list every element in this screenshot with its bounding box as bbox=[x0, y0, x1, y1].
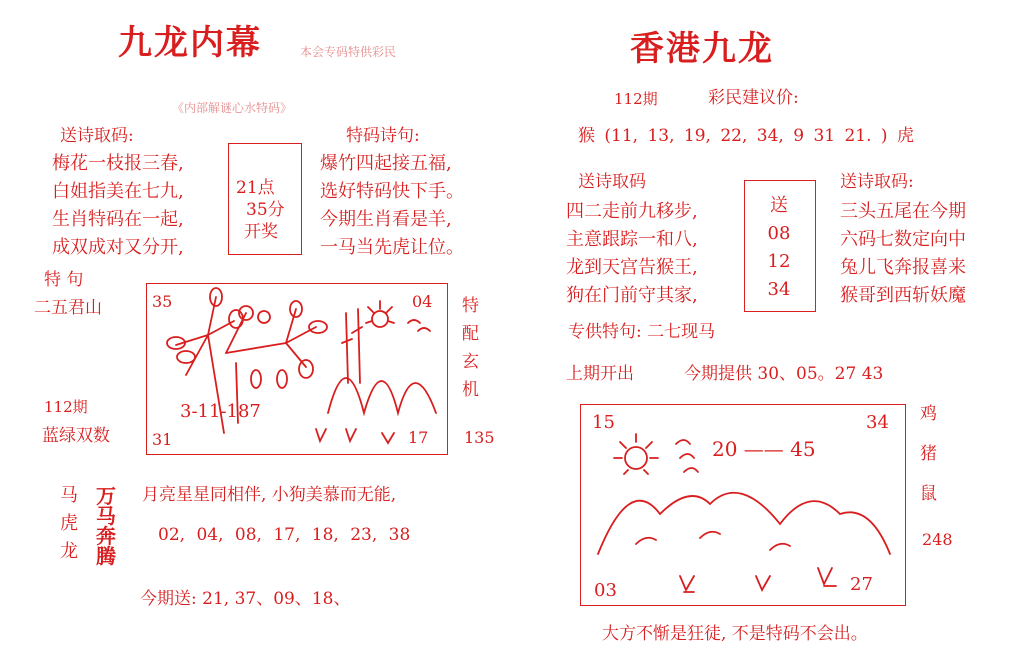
right-poem-a bbox=[566, 198, 698, 310]
zodiac-item: 虎 bbox=[60, 513, 78, 534]
cloud bbox=[408, 320, 430, 331]
idiom-char: 万 bbox=[96, 484, 116, 508]
poem-line: 兔儿飞奔报喜来 bbox=[840, 257, 966, 278]
bamboo bbox=[342, 309, 362, 383]
poem-line: 猴哥到西斩妖魔 bbox=[840, 285, 966, 306]
leaf bbox=[309, 321, 327, 333]
drawing-number-br: 27 bbox=[850, 574, 873, 595]
side-label bbox=[462, 292, 479, 404]
today-send: 今期送: 21, 37、09、18、 bbox=[140, 589, 351, 609]
poem-line: 主意跟踪一和八, bbox=[566, 229, 698, 250]
idiom bbox=[96, 486, 116, 566]
side-label-char: 玄 bbox=[462, 352, 479, 372]
left-subtitle: 本会专码特供彩民 bbox=[300, 45, 397, 59]
send-box-content bbox=[744, 192, 814, 304]
right-title: 香港九龙 bbox=[630, 29, 774, 69]
special-text: 二五君山 bbox=[34, 298, 102, 318]
code-poem-header: 特码诗句: bbox=[346, 126, 420, 146]
drawing-number-center: 3-11-187 bbox=[180, 401, 261, 422]
sun-ray bbox=[366, 301, 394, 323]
grass bbox=[680, 568, 836, 592]
side-zodiac-item: 鼠 bbox=[920, 484, 937, 504]
zodiac-item: 马 bbox=[60, 485, 78, 506]
leaf bbox=[177, 351, 195, 363]
sun-ray bbox=[614, 434, 658, 474]
draw-time-hour: 21点 bbox=[236, 178, 275, 198]
draw-time-label: 开奖 bbox=[244, 222, 278, 242]
cloud bbox=[676, 440, 698, 472]
poem-line: 白姐指美在七九, bbox=[52, 181, 184, 202]
poem-line: 狗在门前守其家, bbox=[566, 285, 698, 306]
code-poem-line: 选好特码快下手。 bbox=[320, 181, 464, 202]
right-poem-header-a: 送诗取码 bbox=[578, 172, 646, 192]
send-box-item: 12 bbox=[767, 251, 791, 272]
side-zodiac bbox=[920, 406, 937, 526]
color-hint: 蓝绿双数 bbox=[42, 426, 110, 446]
right-poem-header-b: 送诗取码: bbox=[840, 172, 914, 192]
left-poem-header: 送诗取码: bbox=[60, 126, 134, 146]
special-phrase: 专供特句: 二七现马 bbox=[568, 322, 716, 342]
left-slogan: 《内部解谜心水特码》 bbox=[172, 101, 293, 115]
right-issue: 112期 bbox=[614, 90, 658, 108]
sun bbox=[625, 447, 647, 469]
poem-line: 梅花一枝报三春, bbox=[52, 153, 184, 174]
today-offer: 今期提供 30、05。27 43 bbox=[684, 364, 884, 384]
leaf bbox=[299, 360, 313, 378]
drawing-number-bl: 31 bbox=[152, 430, 173, 449]
drawing-number-center: 20 —— 45 bbox=[712, 437, 816, 461]
footer-verse: 大方不惭是狂徒, 不是特码不会出。 bbox=[602, 624, 868, 644]
last-open: 上期开出 bbox=[566, 364, 634, 384]
left-title: 九龙内幕 bbox=[118, 23, 262, 63]
drawing-number-tr: 34 bbox=[866, 412, 889, 433]
left-issue: 112期 bbox=[44, 398, 88, 416]
code-poem-line: 一马当先虎让位。 bbox=[320, 237, 464, 258]
right-side-number: 248 bbox=[922, 530, 953, 549]
left-poem bbox=[52, 150, 184, 262]
right-drawing bbox=[580, 404, 906, 606]
price-label: 彩民建议价: bbox=[708, 88, 799, 108]
code-poem bbox=[320, 150, 464, 262]
numbers-line: 02, 04, 08, 17, 18, 23, 38 bbox=[158, 525, 411, 545]
idiom-char: 腾 bbox=[96, 544, 116, 568]
idiom-char: 马 bbox=[96, 504, 116, 528]
side-label-char: 机 bbox=[462, 380, 479, 400]
side-label-char: 配 bbox=[462, 324, 479, 344]
price-line: 猴 (11, 13, 19, 22, 34, 9 31 21. ) 虎 bbox=[578, 126, 914, 146]
poem-line: 龙到天宫告猴王, bbox=[566, 257, 698, 278]
mountain bbox=[328, 378, 436, 413]
plant-stem bbox=[226, 343, 286, 353]
poem-line: 三头五尾在今期 bbox=[840, 201, 966, 222]
leaf bbox=[258, 311, 270, 323]
mountain bbox=[598, 493, 890, 554]
bird bbox=[636, 532, 790, 550]
poem-line: 成双成对又分开, bbox=[52, 237, 184, 258]
side-zodiac-item: 鸡 bbox=[920, 404, 937, 424]
side-number: 135 bbox=[464, 428, 495, 447]
leaf bbox=[277, 370, 287, 388]
plant-stem bbox=[286, 343, 306, 367]
leaf bbox=[251, 370, 261, 388]
grass bbox=[316, 429, 394, 443]
drawing-number-tr: 04 bbox=[412, 292, 433, 311]
poem-line: 六码七数定向中 bbox=[840, 229, 966, 250]
code-poem-line: 今期生肖看是羊, bbox=[320, 209, 452, 230]
send-box-item: 08 bbox=[767, 223, 791, 244]
poem-line: 四二走前九移步, bbox=[566, 201, 698, 222]
idiom-char: 奔 bbox=[96, 524, 116, 548]
draw-time-minute: 35分 bbox=[246, 200, 285, 220]
special-label: 特 句 bbox=[44, 270, 84, 290]
send-box-item: 送 bbox=[770, 195, 788, 216]
drawing-number-bl: 03 bbox=[594, 580, 617, 601]
left-drawing bbox=[146, 283, 448, 455]
verse: 月亮星星同相伴, 小狗美慕而无能, bbox=[142, 485, 397, 505]
side-zodiac-item: 猪 bbox=[920, 444, 937, 464]
poem-line: 生肖特码在一起, bbox=[52, 209, 184, 230]
drawing-number-tl: 35 bbox=[152, 292, 173, 311]
right-poem-b bbox=[840, 198, 966, 310]
send-box-item: 34 bbox=[767, 279, 791, 300]
zodiac-list bbox=[60, 482, 78, 566]
drawing-number-br: 17 bbox=[408, 428, 429, 447]
drawing-number-tl: 15 bbox=[592, 412, 615, 433]
side-label-char: 特 bbox=[462, 296, 479, 316]
zodiac-item: 龙 bbox=[60, 541, 78, 562]
code-poem-line: 爆竹四起接五福, bbox=[320, 153, 452, 174]
